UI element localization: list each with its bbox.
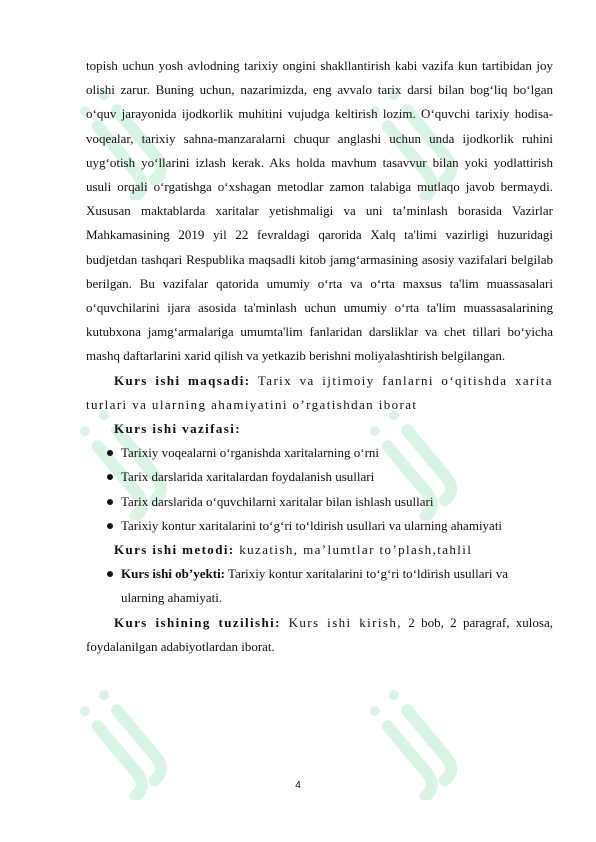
list-item: Tarix darslarida xaritalardan foydalanish usullari	[121, 465, 553, 489]
structure-text-spaced: Kurs ishi kirish,	[280, 614, 402, 630]
method-text: kuzatish, ma’lumtlar to’plash,tahlil	[234, 542, 473, 558]
list-item: Tarixiy kontur xaritalarini to‘g‘ri to‘ldirish usullari va ularning ahamiyati	[121, 514, 553, 538]
list-item	[121, 562, 553, 610]
intro-paragraph: topish uchun yosh avlodning tarixiy ongini shakllantirish kabi vazifa kun tartibidan joy olishi zarur. Buning uchun, nazarimizda, eng avvalo tarix darsi bilan bog‘liq bo‘lgan o‘quv jarayonida ijodkorlik muhitini vujudga keltirish lozim. O‘quvchi tarixiy hodisa-voqealar, tarixiy sahna-manzaralarni chuqur anglashi uchun unda ijodkorlik ruhini uyg‘otish yo‘llarini izlash kerak. Aks holda mavhum tasavvur bilan yoki yodlattirish usuli orqali o‘rgatishga o‘xshagan metodlar zamon talabiga mutlaqo javob bermaydi. Xususan maktablarda xaritalar yetishmaligi va uni ta’minlash borasida Vazirlar Mahkamasining 2019 yil 22 fevraldagi qarorida Xalq ta'limi vazirligi huzuridagi budjetdan tashqari Respublika maqsadli kitob jamg‘armasining asosiy vazifalari belgilab berilgan. Bu vazifalar qatorida umumiy o‘rta va o‘rta maxsus ta'lim muassasalari o‘quvchilarini ijara asosida ta'minlash uchun umumiy o‘rta ta'lim muassasalarining kutubxona jamg‘armalariga umumta'lim fanlaridan darsliklar va chet tillari bo‘yicha mashq daftarlarini xarid qilish va yetkazib berishni moliyalashtirish belgilangan.	[86, 58, 553, 364]
watermark-logo	[370, 660, 490, 800]
list-item: Tarix darslarida o‘quvchilarni xaritalar bilan ishlash usullari	[121, 490, 553, 514]
document-body	[86, 54, 553, 659]
list-item: Tarixiy voqealarni o‘rganishda xaritalarning o‘rni	[121, 441, 553, 465]
goal-text: Tarix va ijtimoiy fanlarni o‘qitishda xarita turlari va ularning ahamiyatini o’rgatishdan iborat	[86, 372, 553, 412]
structure-label: Kurs ishining tuzilishi:	[114, 614, 281, 630]
watermark-logo	[80, 660, 200, 800]
tasks-list	[86, 441, 553, 538]
watermark-logo-icon	[80, 660, 200, 800]
object-text: Tarixiy kontur xaritalarini to‘g‘ri to‘ldirish usullari va ularning ahamiyati.	[121, 566, 508, 606]
watermark-logo-icon	[370, 660, 490, 800]
tasks-heading-paragraph	[86, 417, 553, 441]
tasks-label: Kurs ishi vazifasi:	[114, 421, 241, 437]
page-number: 4	[295, 780, 301, 791]
goal-paragraph	[86, 369, 553, 417]
method-paragraph	[86, 538, 553, 562]
object-label: Kurs ishi ob’yekti:	[121, 566, 226, 582]
goal-label: Kurs ishi maqsadi:	[114, 372, 251, 388]
object-list	[86, 562, 553, 610]
method-label: Kurs ishi metodi:	[114, 542, 235, 558]
structure-paragraph	[86, 611, 553, 659]
structure-text: 2 bob, 2 paragraf, xulosa, foydalanilgan adabiyotlardan iborat.	[86, 614, 553, 654]
